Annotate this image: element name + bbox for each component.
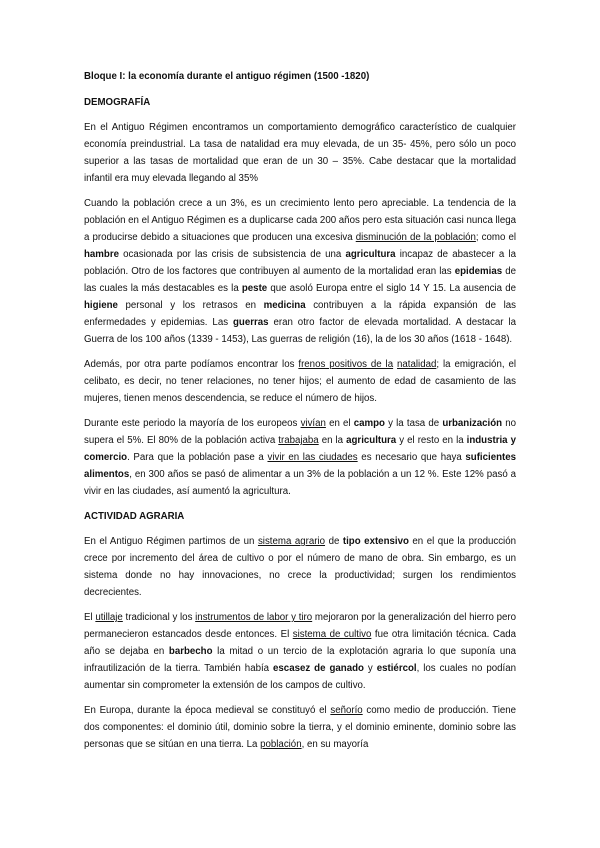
text-run: en el	[325, 418, 354, 429]
text-run: la mitad o un tercio de la explotación agraria lo que suponía una infrautilización de la tierra. También había	[84, 646, 516, 674]
bold-text: suficientes alimentos	[84, 452, 516, 480]
underlined-text: frenos positivos de la	[298, 359, 394, 370]
underlined-text: sistema agrario	[257, 536, 326, 547]
paragraph	[84, 702, 516, 753]
text-run: y el resto en la	[396, 435, 467, 446]
text-run: contribuyen a la rápida expansión de las enfermedades y epidemias. Las	[84, 300, 516, 328]
text-run: no supera el 5%. El 80% de la población activa	[84, 418, 517, 446]
text-run: DEMOGRAFÍA	[84, 97, 151, 108]
text-run: Durante este periodo la mayoría de los europeos	[84, 418, 301, 429]
bold-text: hambre	[84, 249, 119, 260]
text-run: que asoló Europa entre el siglo 14 Y 15. La ausencia de	[267, 283, 516, 294]
text-run: y	[363, 663, 377, 674]
text-run: incapaz de abastecer a la población. Otro de los factores que contribuyen al aumento de la mortalidad eran las	[84, 249, 516, 277]
text-run: El	[84, 612, 96, 623]
document-page	[84, 68, 516, 761]
text-run: y la tasa de	[384, 418, 443, 429]
bold-text: estiércol	[376, 663, 417, 674]
bold-text: barbecho	[168, 646, 213, 657]
paragraph	[84, 533, 516, 601]
text-run: . Para que la población pase a	[127, 452, 268, 463]
bold-text: peste	[241, 283, 268, 294]
document-title	[84, 68, 516, 85]
text-run: en el que la producción crece por incremento del área de cultivo o por el número de mano de obra. Sin embargo, es un sistema donde no hay innovaciones, no crece la productividad; surgen los rendimientos decrecientes.	[84, 536, 516, 598]
underlined-text: señorío	[330, 705, 363, 716]
paragraph	[84, 119, 516, 187]
paragraph	[84, 195, 516, 348]
text-run: ACTIVIDAD AGRARIA	[84, 511, 185, 522]
text-run: ; como el	[475, 232, 516, 243]
paragraph	[84, 609, 516, 694]
text-run: En Europa, durante la época medieval se constituyó el	[84, 705, 331, 716]
underlined-text: instrumentos de labor y tiro	[195, 612, 313, 623]
text-run: Bloque I: la economía durante el antiguo régimen (1500 -1820)	[84, 71, 370, 82]
bold-text: industria y comercio	[84, 435, 516, 463]
underlined-text: trabajaba	[278, 435, 319, 446]
underlined-text: población	[260, 739, 302, 750]
underlined-text: sistema de cultivo	[292, 629, 372, 640]
paragraph	[84, 356, 516, 407]
text-run: eran otro factor de elevada mortalidad. A destacar la Guerra de los 100 años (1339 - 1453), Las guerras de religión (16), la de los 30 años (1618 - 1648).	[84, 317, 516, 345]
bold-text: tipo extensivo	[342, 536, 409, 547]
text-run: Además, por otra parte podíamos encontrar los	[84, 359, 299, 370]
bold-text: epidemias	[454, 266, 503, 277]
bold-text: escasez de ganado	[273, 663, 364, 674]
underlined-text: vivían	[300, 418, 326, 429]
section-heading-actividad-agraria	[84, 508, 516, 525]
text-run: , en 300 años se pasó de alimentar a un 3% de la población a un 12 %. Este 12% pasó a vivir en las ciudades, así aumentó la agricultura.	[84, 469, 516, 497]
text-run: , los cuales no podían aumentar sin comprometer la extensión de los campos de cultivo.	[84, 663, 516, 691]
text-run: ocasionada por las crisis de subsistencia de una	[119, 249, 346, 260]
text-run: tradicional y los	[122, 612, 196, 623]
section-heading-demografia	[84, 94, 516, 111]
underlined-text: natalidad	[397, 359, 437, 370]
text-run: Cuando la población crece a un 3%, es un crecimiento lento pero apreciable. La tendencia de la población en el Antiguo Régimen es a duplicarse cada 200 años pero esta situación casi nunca llega a producirse debido a situaciones que producen una excesiva	[84, 198, 516, 243]
paragraph	[84, 415, 516, 500]
text-run: como medio de producción. Tiene dos componentes: el dominio útil, dominio sobre la tierra, y el dominio eminente, dominio sobre las personas que se sitúan en una tierra. La	[84, 705, 517, 750]
text-run: ; la emigración, el celibato, es decir, no tener relaciones, no tener hijos; el aumento de edad de casamiento de las mujeres, tienen menos descendencia, se reduce el número de hijos.	[84, 359, 516, 404]
text-run: fue otra limitación técnica. Cada año se dejaba en	[84, 629, 516, 657]
bold-text: higiene	[84, 300, 118, 311]
bold-text: guerras	[233, 317, 269, 328]
underlined-text: utillaje	[95, 612, 123, 623]
text-run: En el Antiguo Régimen partimos de un	[84, 536, 258, 547]
text-run: personal y los retrasos en	[117, 300, 264, 311]
bold-text: agricultura	[345, 249, 396, 260]
bold-text: campo	[353, 418, 385, 429]
underlined-text: vivir en las ciudades	[267, 452, 358, 463]
bold-text: medicina	[263, 300, 306, 311]
text-run: es necesario que haya	[357, 452, 466, 463]
text-run: , en su mayoría	[301, 739, 369, 750]
text-run: de	[325, 536, 343, 547]
bold-text: urbanización	[442, 418, 503, 429]
bold-text: agricultura	[346, 435, 397, 446]
text-run: En el Antiguo Régimen encontramos un comportamiento demográfico característico de cualquier economía preindustrial. La tasa de natalidad era muy elevada, de un 35- 45%, pero sólo un poco superior a las tasas de mortalidad que eran de un 30 – 35%. Cabe destacar que la mortalidad infantil era muy elevada llegando al 35%	[84, 122, 516, 184]
text-run: en la	[318, 435, 347, 446]
underlined-text: disminución de la población	[355, 232, 476, 243]
text-run: de las cuales la más destacables es la	[84, 266, 516, 294]
text-run: mejoraron por la generalización del hierro pero permanecieron estancados desde entonces. El	[84, 612, 517, 640]
